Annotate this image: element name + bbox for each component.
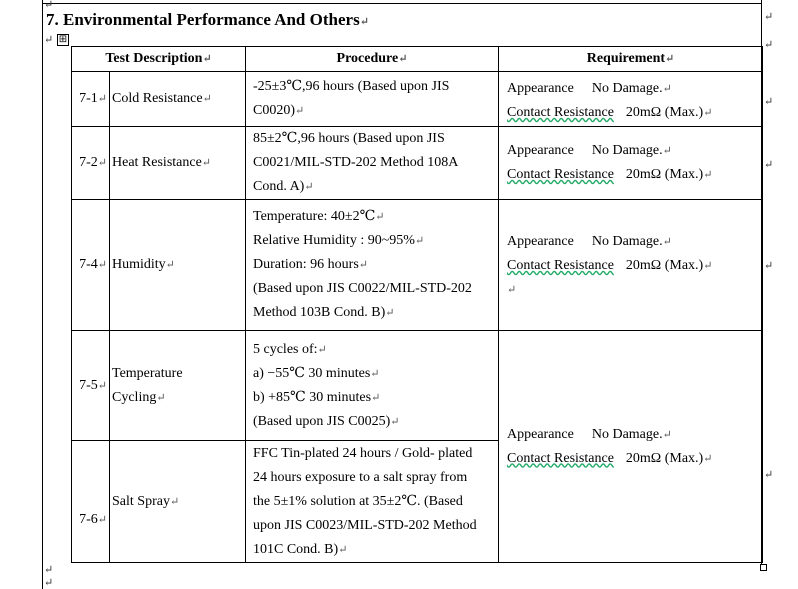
test-number: 7-6↵ <box>72 441 110 563</box>
environmental-performance-table <box>71 46 763 563</box>
test-name: Salt Spray↵ <box>110 441 246 563</box>
table-move-handle-icon[interactable]: ⊞ <box>58 34 68 45</box>
paragraph-mark: ↵ <box>764 159 774 171</box>
test-requirement: Appearance No Damage.↵ Contact Resistance 20mΩ (Max.)↵ <box>499 331 763 563</box>
paragraph-mark: ↵ <box>764 39 774 51</box>
test-number: 7-2↵ <box>72 127 110 200</box>
test-requirement: Appearance No Damage.↵ Contact Resistance 20mΩ (Max.)↵ <box>499 72 763 127</box>
header-test-description: Test Description↵ <box>72 47 246 72</box>
table-row <box>72 331 763 441</box>
test-procedure: -25±3℃,96 hours (Based upon JIS C0020)↵ <box>246 72 499 127</box>
page-margin-left <box>42 0 43 589</box>
paragraph-mark: ↵ <box>764 260 774 272</box>
test-requirement: Appearance No Damage.↵ Contact Resistance 20mΩ (Max.)↵ <box>499 127 763 200</box>
paragraph-mark: ↵ <box>764 11 774 23</box>
paragraph-mark: ↵ <box>764 469 774 481</box>
test-name: Cold Resistance↵ <box>110 72 246 127</box>
test-name: Temperature Cycling↵ <box>110 331 246 441</box>
page-margin-top <box>42 3 762 4</box>
test-name: Heat Resistance↵ <box>110 127 246 200</box>
paragraph-mark: ↵ <box>44 577 54 589</box>
paragraph-mark: ↵ <box>44 564 54 576</box>
table-header-row <box>72 47 763 72</box>
header-procedure: Procedure↵ <box>246 47 499 72</box>
table-row <box>72 200 763 331</box>
test-procedure: 5 cycles of:↵ a) −55℃ 30 minutes↵ b) +85℃ 30 minutes↵ (Based upon JIS C0025)↵ <box>246 331 499 441</box>
table-resize-handle[interactable] <box>760 564 767 571</box>
test-number: 7-4↵ <box>72 200 110 331</box>
test-requirement: Appearance No Damage.↵ Contact Resistance 20mΩ (Max.)↵ ↵ <box>499 200 763 331</box>
test-procedure: Temperature: 40±2℃↵ Relative Humidity : 90~95%↵ Duration: 96 hours↵ (Based upon JIS C0022/MIL-STD-202 Method 103B Cond. B)↵ <box>246 200 499 331</box>
paragraph-mark: ↵ <box>44 0 54 11</box>
test-name: Humidity↵ <box>110 200 246 331</box>
test-procedure: 85±2℃,96 hours (Based upon JIS C0021/MIL-STD-202 Method 108A Cond. A)↵ <box>246 127 499 200</box>
test-procedure: FFC Tin-plated 24 hours / Gold- plated 24 hours exposure to a salt spray from the 5±1% solution at 35±2℃. (Based upon JIS C0023/MIL-STD-202 Method 101C Cond. B)↵ <box>246 441 499 563</box>
header-requirement: Requirement↵ <box>499 47 763 72</box>
section-title: 7. Environmental Performance And Others↵ <box>46 10 369 29</box>
test-number: 7-1↵ <box>72 72 110 127</box>
table-row <box>72 127 763 200</box>
paragraph-mark: ↵ <box>764 96 774 108</box>
test-number: 7-5↵ <box>72 331 110 441</box>
paragraph-mark: ↵ <box>44 34 54 46</box>
table-row <box>72 72 763 127</box>
